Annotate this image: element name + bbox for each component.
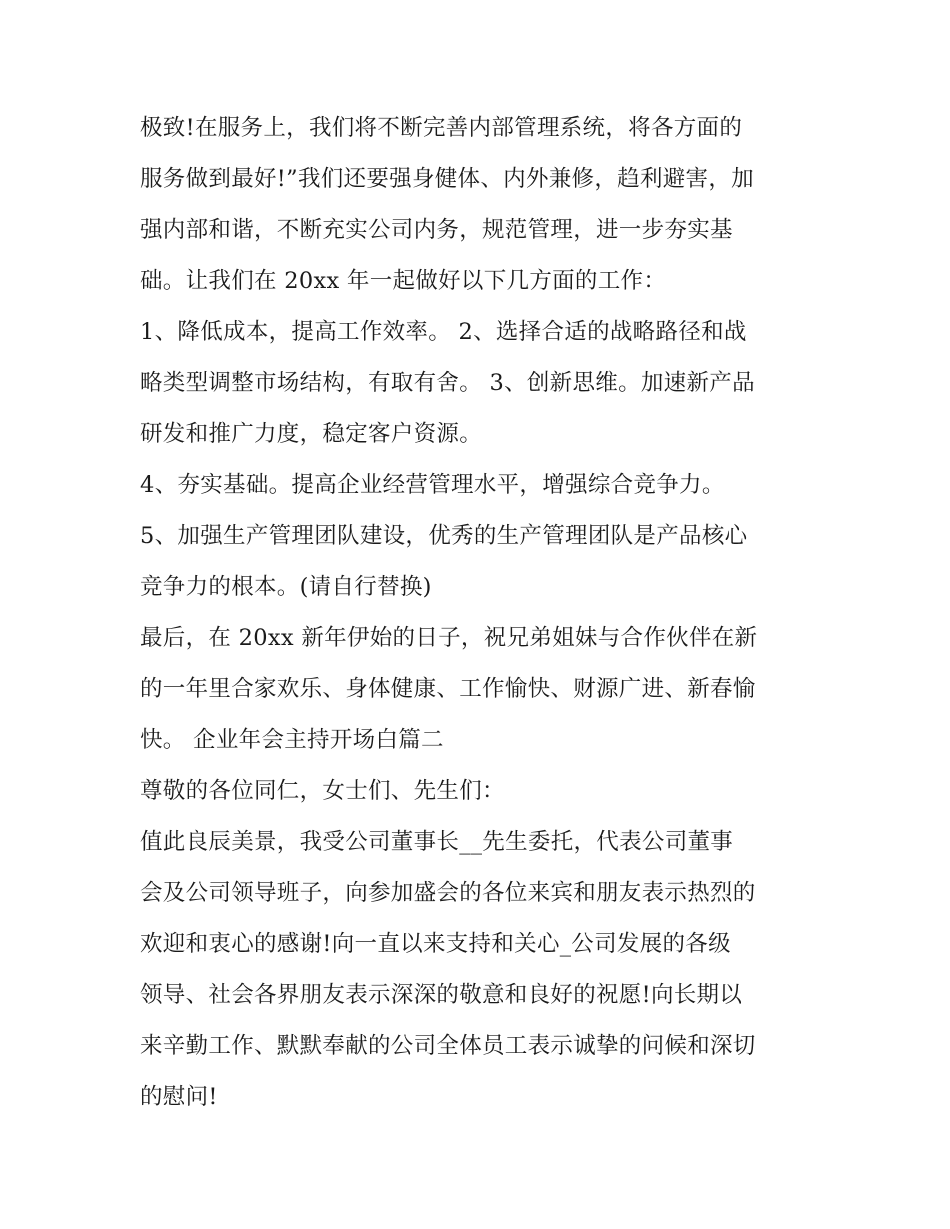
text-line: 值此良辰美景，我受公司董事长__先生委托，代表公司董事 <box>140 829 734 855</box>
text-line: 极致!在服务上，我们将不断完善内部管理系统，将各方面的 <box>140 115 743 141</box>
text-line: 略类型调整市场结构，有取有舍。 3、创新思维。加速新产品 <box>140 370 755 396</box>
section-heading-line: 快。 企业年会主持开场白篇二 <box>140 727 444 753</box>
text-line: 强内部和谐，不断充实公司内务，规范管理，进一步夯实基 <box>140 217 733 243</box>
document-body <box>140 103 820 1123</box>
text-line: 的慰问! <box>140 1084 218 1110</box>
list-item: 5、加强生产管理团队建设，优秀的生产管理团队是产品核心 <box>140 523 748 549</box>
list-item: 1、降低成本，提高工作效率。 2、选择合适的战略路径和战 <box>140 319 747 345</box>
text-line: 础。让我们在 20xx 年一起做好以下几方面的工作： <box>140 268 667 294</box>
text-line: 竞争力的根本。(请自行替换) <box>140 574 432 600</box>
salutation-line: 尊敬的各位同仁，女士们、先生们： <box>140 778 505 804</box>
text-line: 来辛勤工作、默默奉献的公司全体员工表示诚挚的问候和深切 <box>140 1033 756 1059</box>
text-line: 会及公司领导班子，向参加盛会的各位来宾和朋友表示热烈的 <box>140 880 756 906</box>
text-line: 服务做到最好!”我们还要强身健体、内外兼修，趋利避害，加 <box>140 166 754 192</box>
list-item: 4、夯实基础。提高企业经营管理水平，增强综合竞争力。 <box>140 472 725 498</box>
text-line: 欢迎和衷心的感谢!向一直以来支持和关心_公司发展的各级 <box>140 931 731 957</box>
text-line: 最后，在 20xx 新年伊始的日子，祝兄弟姐妹与合作伙伴在新 <box>140 625 758 651</box>
text-line: 领导、社会各界朋友表示深深的敬意和良好的祝愿!向长期以 <box>140 982 743 1008</box>
text-line: 研发和推广力度，稳定客户资源。 <box>140 421 483 447</box>
text-line: 的一年里合家欢乐、身体健康、工作愉快、财源广进、新春愉 <box>140 676 756 702</box>
